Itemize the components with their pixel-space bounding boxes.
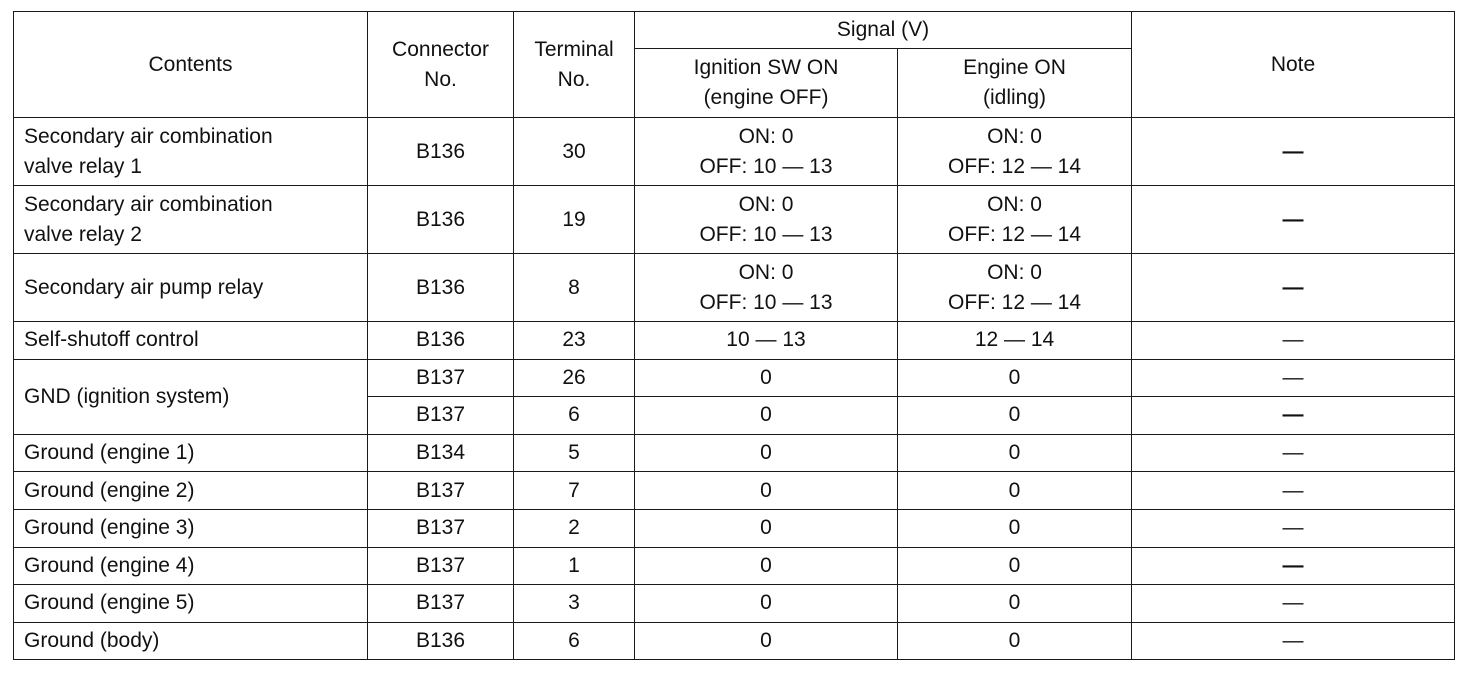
cell-eng: 0 (898, 585, 1132, 623)
cell-terminal: 6 (514, 397, 635, 435)
cell-note: — (1132, 359, 1455, 397)
cell-contents: Ground (engine 4) (14, 547, 368, 585)
table-row (14, 472, 1455, 510)
cell-contents: Self-shutoff control (14, 322, 368, 360)
cell-terminal: 3 (514, 585, 635, 623)
cell-ign: 0 (635, 547, 898, 585)
header-ignition-sw-on: Ignition SW ON (engine OFF) (635, 49, 898, 118)
header-terminal-no: Terminal No. (514, 12, 635, 118)
cell-contents: Secondary air combination valve relay 2 (14, 186, 368, 254)
table-row (14, 322, 1455, 360)
header-row-1 (14, 12, 1455, 49)
header-engine-on: Engine ON (idling) (898, 49, 1132, 118)
cell-contents: Ground (engine 3) (14, 509, 368, 547)
cell-note: — (1132, 622, 1455, 660)
cell-connector: B136 (368, 322, 514, 360)
cell-connector: B137 (368, 397, 514, 435)
cell-ign: 0 (635, 397, 898, 435)
cell-ign: ON: 0 OFF: 10 — 13 (635, 118, 898, 186)
cell-eng: 0 (898, 359, 1132, 397)
cell-note: — (1132, 186, 1455, 254)
cell-note: — (1132, 118, 1455, 186)
cell-eng: 0 (898, 397, 1132, 435)
cell-terminal: 19 (514, 186, 635, 254)
cell-ign: 10 — 13 (635, 322, 898, 360)
cell-ign: ON: 0 OFF: 10 — 13 (635, 254, 898, 322)
cell-terminal: 5 (514, 434, 635, 472)
cell-eng: 0 (898, 509, 1132, 547)
cell-eng: ON: 0 OFF: 12 — 14 (898, 254, 1132, 322)
cell-note: — (1132, 547, 1455, 585)
table-row (14, 434, 1455, 472)
table-row (14, 585, 1455, 623)
cell-connector: B136 (368, 186, 514, 254)
cell-ign: 0 (635, 472, 898, 510)
cell-eng: ON: 0 OFF: 12 — 14 (898, 118, 1132, 186)
cell-contents: Secondary air combination valve relay 1 (14, 118, 368, 186)
cell-note: — (1132, 434, 1455, 472)
cell-connector: B137 (368, 547, 514, 585)
cell-connector: B136 (368, 622, 514, 660)
cell-connector: B137 (368, 359, 514, 397)
table-row (14, 118, 1455, 186)
table-row (14, 509, 1455, 547)
table-row (14, 254, 1455, 322)
cell-connector: B136 (368, 118, 514, 186)
signal-table (13, 11, 1455, 660)
cell-eng: 0 (898, 434, 1132, 472)
cell-terminal: 6 (514, 622, 635, 660)
cell-terminal: 8 (514, 254, 635, 322)
cell-ign: 0 (635, 622, 898, 660)
header-contents: Contents (14, 12, 368, 118)
table-row (14, 622, 1455, 660)
cell-note: — (1132, 472, 1455, 510)
table-row (14, 359, 1455, 397)
cell-terminal: 7 (514, 472, 635, 510)
cell-ign: 0 (635, 359, 898, 397)
cell-contents: Ground (engine 2) (14, 472, 368, 510)
cell-ign: ON: 0 OFF: 10 — 13 (635, 186, 898, 254)
cell-connector: B137 (368, 472, 514, 510)
cell-note: — (1132, 397, 1455, 435)
cell-connector: B137 (368, 509, 514, 547)
cell-connector: B137 (368, 585, 514, 623)
cell-contents: Secondary air pump relay (14, 254, 368, 322)
cell-note: — (1132, 322, 1455, 360)
cell-connector: B136 (368, 254, 514, 322)
cell-terminal: 2 (514, 509, 635, 547)
header-connector-no: Connector No. (368, 12, 514, 118)
cell-note: — (1132, 254, 1455, 322)
cell-ign: 0 (635, 509, 898, 547)
cell-eng: 0 (898, 472, 1132, 510)
header-signal: Signal (V) (635, 12, 1132, 49)
cell-ign: 0 (635, 585, 898, 623)
cell-terminal: 23 (514, 322, 635, 360)
cell-contents: GND (ignition system) (14, 359, 368, 434)
cell-contents: Ground (engine 5) (14, 585, 368, 623)
cell-terminal: 30 (514, 118, 635, 186)
cell-contents: Ground (body) (14, 622, 368, 660)
cell-eng: 0 (898, 547, 1132, 585)
cell-ign: 0 (635, 434, 898, 472)
cell-terminal: 1 (514, 547, 635, 585)
cell-note: — (1132, 509, 1455, 547)
cell-note: — (1132, 585, 1455, 623)
header-note: Note (1132, 12, 1455, 118)
table-row (14, 186, 1455, 254)
cell-eng: 0 (898, 622, 1132, 660)
cell-eng: ON: 0 OFF: 12 — 14 (898, 186, 1132, 254)
cell-terminal: 26 (514, 359, 635, 397)
cell-contents: Ground (engine 1) (14, 434, 368, 472)
cell-connector: B134 (368, 434, 514, 472)
table-row (14, 547, 1455, 585)
cell-eng: 12 — 14 (898, 322, 1132, 360)
